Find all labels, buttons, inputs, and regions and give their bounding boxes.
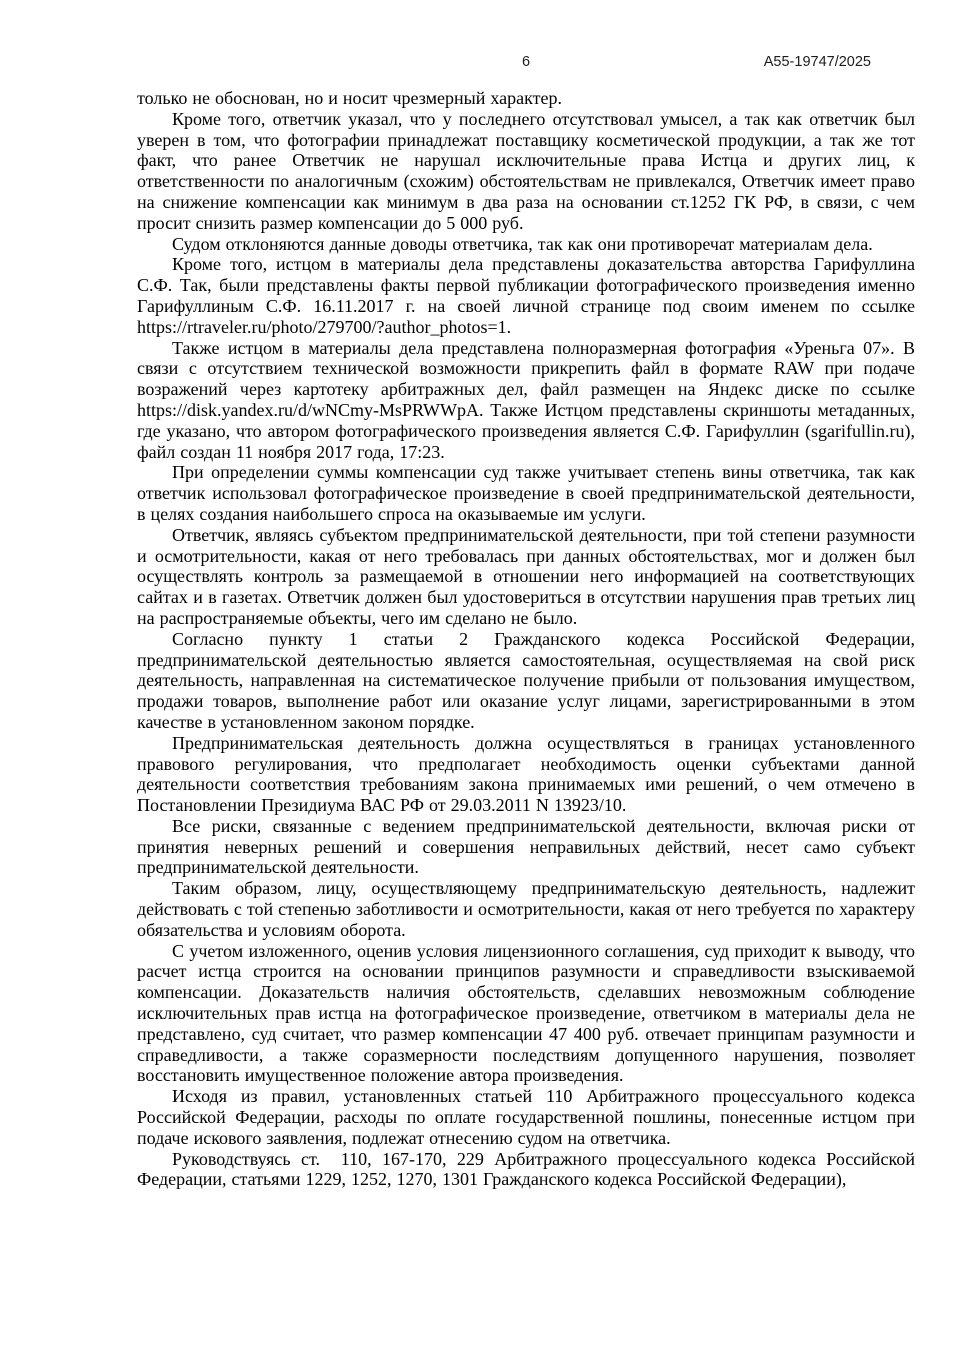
- page-header: [137, 54, 915, 74]
- paragraph: Кроме того, ответчик указал, что у последнего отсутствовал умысел, а так как ответчик был уверен в том, что фотографии принадлежат поставщику косметической продукции, а так же тот факт, что ранее Ответчик не нарушал исключительные права Истца и других лиц, к ответственности по аналогичным (схожим) обстоятельствам не привлекался, Ответчик имеет право на снижение компенсации как минимум в два раза на основании ст.1252 ГК РФ, в связи, с чем просит снизить размер компенсации до 5 000 руб.: [137, 108, 915, 233]
- paragraph: Ответчик, являясь субъектом предпринимательской деятельности, при той степени разумности и осмотрительности, какая от него требовалась при данных обстоятельствах, мог и должен был осуществлять контроль за размещаемой в отношении него информацией на соответствующих сайтах и в газетах. Ответчик должен был удостовериться в отсутствии нарушения прав третьих лиц на распространяемые объекты, чего им сделано не было.: [137, 524, 915, 628]
- paragraph: Таким образом, лицу, осуществляющему предпринимательскую деятельность, надлежит действовать с той степенью заботливости и осмотрительности, какая от него требуется по характеру обязательства и условиям оборота.: [137, 878, 915, 940]
- paragraph: При определении суммы компенсации суд также учитывает степень вины ответчика, так как ответчик использовал фотографическое произведение в своей предпринимательской деятельности, в целях создания наибольшего спроса на оказываемые им услуги.: [137, 462, 915, 524]
- paragraph: Предпринимательская деятельность должна осуществляться в границах установленного правового регулирования, что предполагает необходимость оценки субъектами данной деятельности соответствия требованиям закона принимаемых ими решений, о чем отмечено в Постановлении Президиума ВАС РФ от 29.03.2011 N 13923/10.: [137, 732, 915, 816]
- paragraph: Исходя из правил, установленных статьей 110 Арбитражного процессуального кодекса Российской Федерации, расходы по оплате государственной пошлины, понесенные истцом при подаче искового заявления, подлежат отнесению судом на ответчика.: [137, 1086, 915, 1148]
- page-number: 6: [521, 54, 531, 70]
- paragraph: С учетом изложенного, оценив условия лицензионного соглашения, суд приходит к выводу, что расчет истца строится на основании принципов разумности и справедливости взыскиваемой компенсации. Доказательств наличия обстоятельств, сделавших невозможным соблюдение исключительных прав истца на фотографическое произведение, ответчиком в материалы дела не представлено, суд считает, что размер компенсации 47 400 руб. отвечает принципам разумности и справедливости, а также соразмерности последствиям допущенного нарушения, позволяет восстановить имущественное положение автора произведения.: [137, 940, 915, 1086]
- paragraph: Кроме того, истцом в материалы дела представлены доказательства авторства Гарифуллина С.Ф. Так, были представлены факты первой публикации фотографического произведения именно Гарифуллиным С.Ф. 16.11.2017 г. на своей личной странице под своим именем по ссылке https://rtraveler.ru/photo/279700/?author_photos=1.: [137, 254, 915, 337]
- paragraph: Все риски, связанные с ведением предпринимательской деятельности, включая риски от принятия неверных решений и совершения неправильных действий, несет само субъект предпринимательской деятельности.: [137, 815, 915, 878]
- document-body: [137, 88, 915, 1190]
- paragraph: Судом отклоняются данные доводы ответчика, так как они противоречат материалам дела.: [172, 233, 873, 254]
- paragraph: Согласно пункту 1 статьи 2 Гражданского кодекса Российской Федерации, предпринимательской деятельностью является самостоятельная, осуществляемая на свой риск деятельность, направленная на систематическое получение прибыли от пользования имуществом, продажи товаров, выполнение работ или оказание услуг лицами, зарегистрированными в этом качестве в установленном законом порядке.: [137, 628, 915, 732]
- paragraph: только не обоснован, но и носит чрезмерный характер.: [137, 88, 562, 108]
- paragraph: Руководствуясь ст. 110, 167-170, 229 Арбитражного процессуального кодекса Российской Федерации, статьями 1229, 1252, 1270, 1301 Гражданского кодекса Российской Федерации),: [137, 1148, 915, 1190]
- case-number: А55-19747/2025: [763, 54, 871, 70]
- paragraph: Также истцом в материалы дела представлена полноразмерная фотография «Уреньга 07». В связи с отсутствием технической возможности прикрепить файл в формате RAW при подаче возражений через картотеку арбитражных дел, файл размещен на Яндекс диске по ссылке https://disk.yandex.ru/d/wNCmy-MsPRWWpA. Также Истцом представлены скриншоты метаданных, где указано, что автором фотографического произведения является С.Ф. Гарифуллин (sgarifullin.ru), файл создан 11 ноября 2017 года, 17:23.: [137, 337, 915, 462]
